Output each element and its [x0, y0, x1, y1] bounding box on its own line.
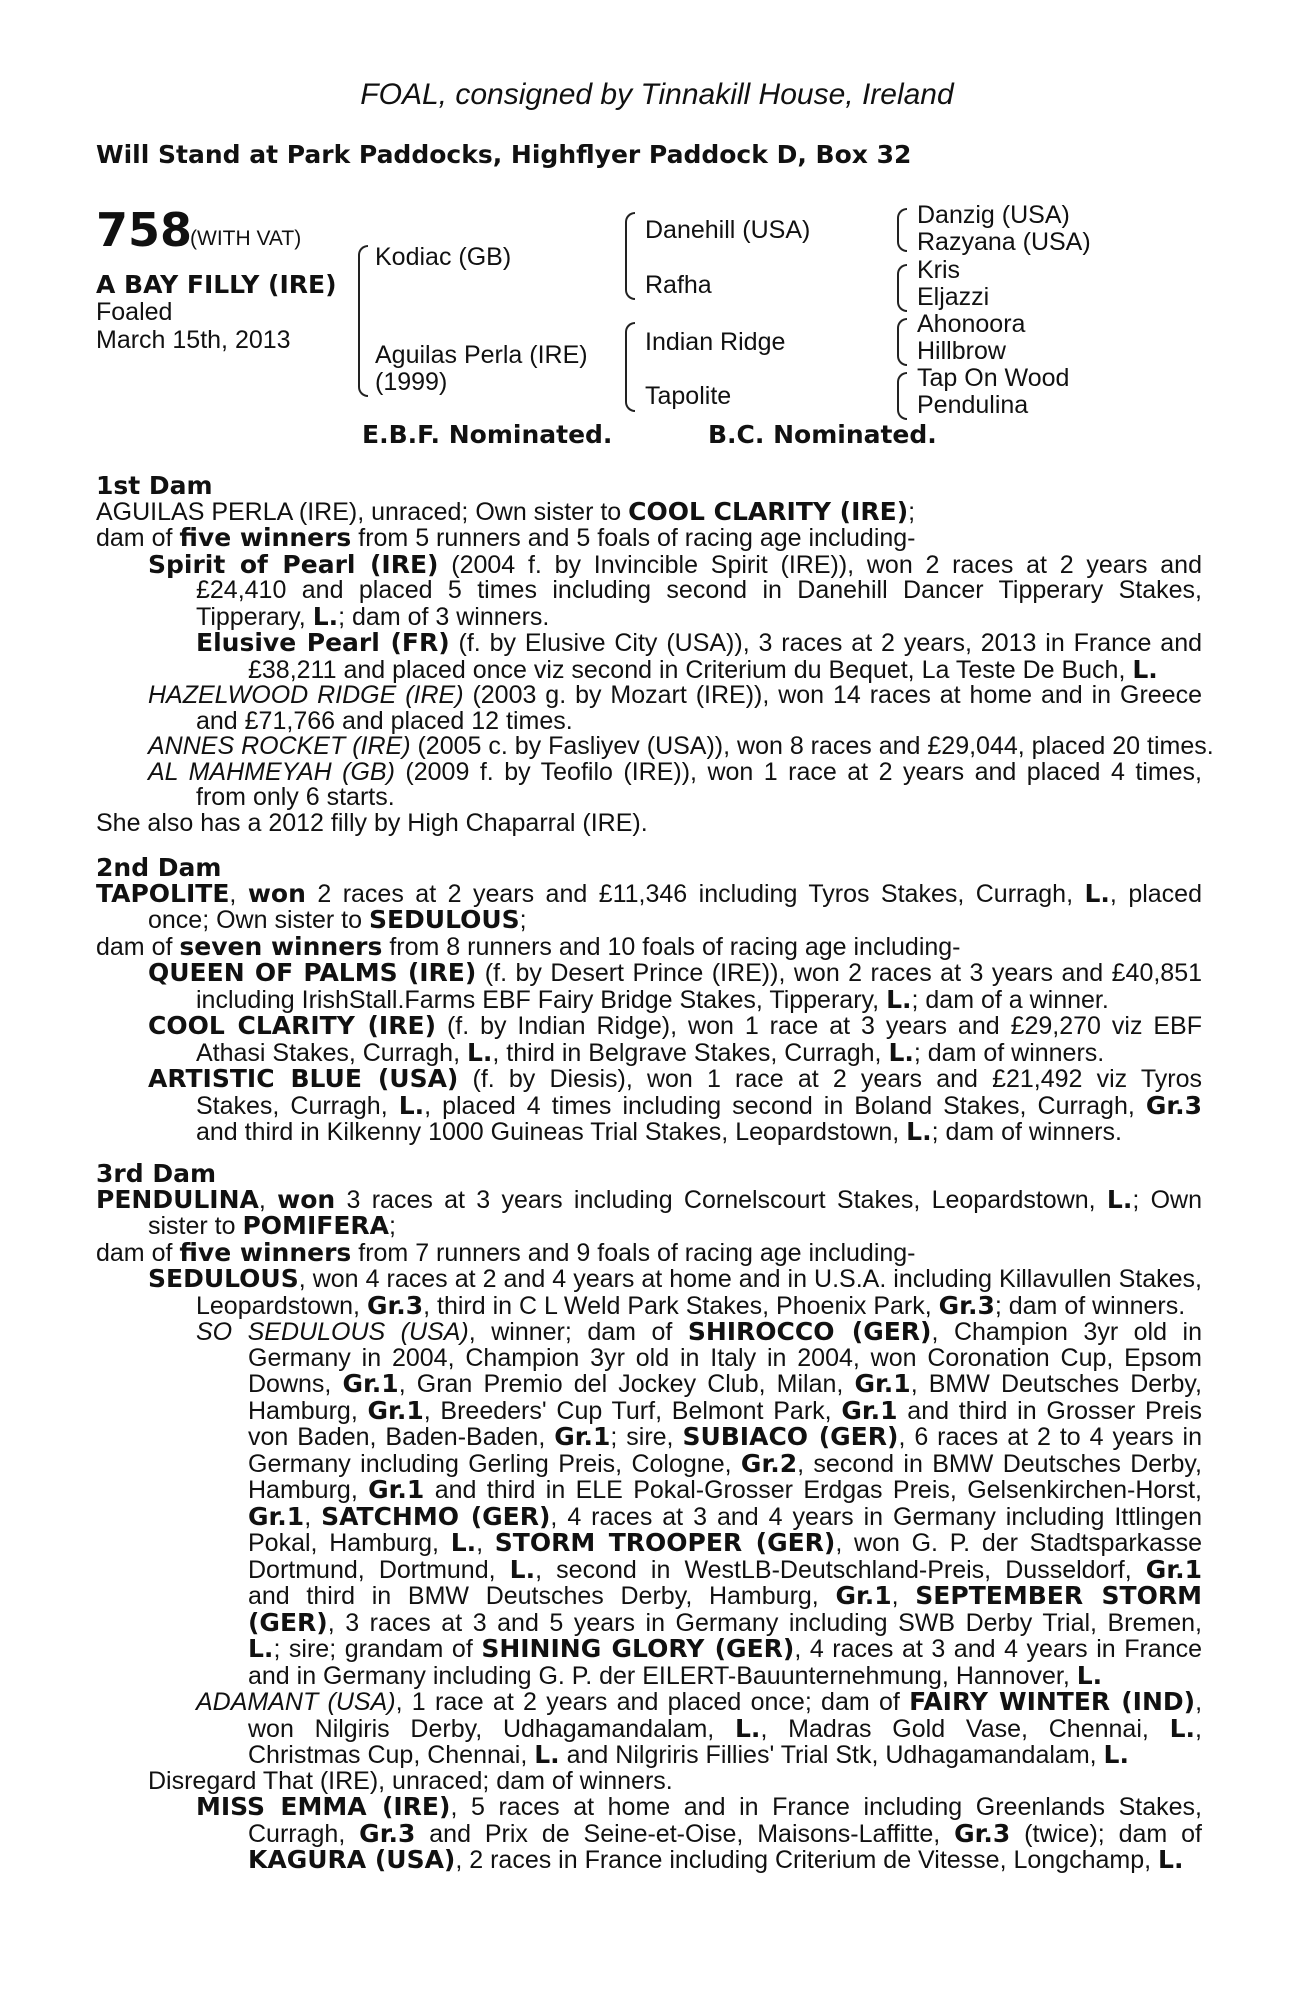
pedigree-g3: Kris: [917, 256, 961, 284]
catalogue-header: FOAL, consigned by Tinnakill House, Ireland: [360, 78, 954, 111]
pedigree-g5: Ahonoora: [917, 310, 1026, 338]
pedigree-dam-dam: Tapolite: [645, 382, 732, 410]
pedigree-brace-main: [358, 245, 368, 397]
produce-spirit-of-pearl-cont: £24,410 and placed 5 times including second in Danehill Dancer Tipperary Stakes,: [196, 576, 1202, 604]
so-sedulous-line-6: Germany including Gerling Preis, Cologne, Gr.2, second in BMW Deutsches Derby,: [248, 1448, 1202, 1478]
so-sedulous-line-5: von Baden, Baden-Baden, Gr.1; sire, SUBIACO (GER), 6 races at 2 to 4 years in: [248, 1422, 1203, 1451]
miss-emma-line-2: Curragh, Gr.3 and Prix de Seine-et-Oise, Maisons-Laffitte, Gr.3 (twice); dam of: [248, 1818, 1202, 1848]
so-sedulous-line-2: Germany in 2004, Champion 3yr old in Italy in 2004, won Coronation Cup, Epsom: [248, 1343, 1202, 1372]
first-dam-heading: 1st Dam: [96, 471, 213, 500]
produce-hazelwood-ridge-cont: and £71,766 and placed 12 times.: [196, 706, 573, 735]
pedigree-brace-dam: [625, 322, 635, 412]
produce-elusive-pearl: Elusive Pearl (FR) (f. by Elusive City (USA)), 3 races at 2 years, 2013 in France and: [196, 628, 1203, 657]
pedigree-brace-g4: [897, 372, 907, 420]
produce-queen-of-palms-cont: including IrishStall.Farms EBF Fairy Bridge Stakes, Tipperary, L.; dam of a winner.: [196, 984, 1109, 1014]
adamant-line-3: Christmas Cup, Chennai, L. and Nilgriris Fillies' Trial Stk, Udhagamandalam, L.: [248, 1740, 1129, 1769]
so-sedulous-line-13: L.; sire; grandam of SHINING GLORY (GER), 4 races at 3 and 4 years in France: [248, 1634, 1203, 1663]
produce-annes-rocket: ANNES ROCKET (IRE) (2005 c. by Fasliyev (USA)), won 8 races and £29,044, placed 20 times.: [148, 732, 1214, 760]
so-sedulous-line-3: Downs, Gr.1, Gran Premio del Jockey Club, Milan, Gr.1, BMW Deutsches Derby,: [248, 1369, 1202, 1398]
so-sedulous-line-11: and third in BMW Deutsches Derby, Hamburg, Gr.1, SEPTEMBER STORM: [248, 1581, 1202, 1610]
second-dam-line-cont: once; Own sister to SEDULOUS;: [148, 905, 527, 934]
produce-artistic-blue-cont2: and third in Kilkenny 1000 Guineas Trial Stakes, Leopardstown, L.; dam of winners.: [196, 1117, 1122, 1146]
pedigree-brace-g1: [897, 208, 907, 252]
pedigree-brace-sire: [625, 212, 635, 300]
produce-al-mahmeyah: AL MAHMEYAH (GB) (2009 f. by Teofilo (IRE)), won 1 race at 2 years and placed 4 times,: [148, 757, 1202, 786]
adamant-line-2: won Nilgiris Derby, Udhagamandalam, L., Madras Gold Vase, Chennai, L.,: [248, 1713, 1202, 1743]
pedigree-sire-dam: Rafha: [645, 271, 712, 299]
produce-adamant: ADAMANT (USA), 1 race at 2 years and placed once; dam of FAIRY WINTER (IND),: [196, 1687, 1203, 1716]
produce-al-mahmeyah-cont: from only 6 starts.: [196, 783, 395, 811]
pedigree-brace-g2: [897, 264, 907, 312]
third-dam-heading: 3rd Dam: [96, 1159, 216, 1188]
pedigree-g2: Razyana (USA): [917, 228, 1091, 256]
third-dam-section: [96, 1161, 1202, 1874]
so-sedulous-line-8: Gr.1, SATCHMO (GER), 4 races at 3 and 4 years in Germany including Ittlingen: [248, 1501, 1202, 1531]
miss-emma-line-3: KAGURA (USA), 2 races in France including Criterium de Vitesse, Longchamp, L.: [248, 1845, 1184, 1874]
produce-elusive-pearl-cont: £38,211 and placed once viz second in Criterium du Bequet, La Teste De Buch, L.: [248, 654, 1158, 684]
produce-hazelwood-ridge: HAZELWOOD RIDGE (IRE) (2003 g. by Mozart (IRE)), won 14 races at home and in Greece: [148, 681, 1202, 709]
produce-artistic-blue-cont: Stakes, Curragh, L., placed 4 times including second in Boland Stakes, Curragh, Gr.3: [196, 1090, 1202, 1120]
so-sedulous-line-10: Dortmund, Dortmund, L., second in WestLB-Deutschland-Preis, Dusseldorf, Gr.1: [248, 1554, 1202, 1584]
pedigree-dam: Aguilas Perla (IRE): [375, 341, 588, 369]
third-dam-line: PENDULINA, won 3 races at 3 years including Cornelscourt Stakes, Leopardstown, L.; Own: [96, 1184, 1202, 1214]
ebf-nominated: E.B.F. Nominated.: [362, 420, 613, 449]
first-dam-produce-summary: dam of five winners from 5 runners and 5 foals of racing age including-: [96, 523, 916, 552]
produce-cool-clarity-cont: Athasi Stakes, Curragh, L., third in Belgrave Stakes, Curragh, L.; dam of winners.: [196, 1037, 1105, 1067]
pedigree-sire: Kodiac (GB): [375, 243, 512, 271]
pedigree-g1: Danzig (USA): [917, 201, 1070, 229]
produce-sedulous-cont: Leopardstown, Gr.3, third in C L Weld Park Stakes, Phoenix Park, Gr.3; dam of winners.: [196, 1290, 1186, 1320]
pedigree-brace-g3: [897, 318, 907, 366]
foaled-label: Foaled: [96, 298, 173, 326]
so-sedulous-line-4: Hamburg, Gr.1, Breeders' Cup Turf, Belmont Park, Gr.1 and third in Grosser Preis: [248, 1395, 1202, 1425]
bc-nominated: B.C. Nominated.: [708, 420, 937, 449]
pedigree-sire-sire: Danehill (USA): [645, 216, 811, 244]
pedigree-dam-year: (1999): [375, 368, 448, 396]
first-dam-footnote: She also has a 2012 filly by High Chaparral (IRE).: [96, 808, 648, 837]
so-sedulous-line-14: and in Germany including G. P. der EILERT-Bauunternehmung, Hannover, L.: [248, 1660, 1103, 1690]
produce-spirit-of-pearl: Spirit of Pearl (IRE) (2004 f. by Invincible Spirit (IRE)), won 2 races at 2 years and: [148, 549, 1202, 579]
so-sedulous-line-9: Pokal, Hamburg, L., STORM TROOPER (GER), won G. P. der Stadtsparkasse: [248, 1528, 1202, 1557]
produce-sedulous: SEDULOUS, won 4 races at 2 and 4 years at home and in U.S.A. including Killavullen Stakes,: [148, 1264, 1202, 1293]
produce-disregard-that: Disregard That (IRE), unraced; dam of winners.: [148, 1766, 673, 1795]
pedigree-g6: Hillbrow: [917, 337, 1006, 365]
so-sedulous-line-12: (GER), 3 races at 3 and 5 years in Germany including SWB Derby Trial, Bremen,: [248, 1607, 1202, 1637]
first-dam-section: [96, 471, 1214, 837]
produce-miss-emma: MISS EMMA (IRE), 5 races at home and in France including Greenlands Stakes,: [196, 1792, 1203, 1821]
second-dam-line: TAPOLITE, won 2 races at 2 years and £11,346 including Tyros Stakes, Curragh, L., placed: [96, 878, 1202, 908]
third-dam-produce-summary: dam of five winners from 7 runners and 9 foals of racing age including-: [96, 1237, 916, 1267]
third-dam-line-cont: sister to POMIFERA;: [148, 1211, 396, 1240]
produce-artistic-blue: ARTISTIC BLUE (USA) (f. by Diesis), won 1 race at 2 years and £21,492 viz Tyros: [148, 1064, 1202, 1093]
second-dam-produce-summary: dam of seven winners from 8 runners and 10 foals of racing age including-: [96, 931, 961, 961]
produce-so-sedulous: SO SEDULOUS (USA), winner; dam of SHIROCCO (GER), Champion 3yr old in: [196, 1317, 1202, 1346]
pedigree-g8: Pendulina: [917, 391, 1029, 419]
pedigree-g7: Tap On Wood: [917, 364, 1070, 392]
second-dam-section: [96, 855, 1202, 1146]
pedigree-g4: Eljazzi: [917, 283, 990, 311]
pedigree-dam-sire: Indian Ridge: [645, 328, 786, 356]
second-dam-heading: 2nd Dam: [96, 853, 222, 882]
produce-queen-of-palms: QUEEN OF PALMS (IRE) (f. by Desert Prince (IRE)), won 2 races at 3 years and £40,851: [148, 958, 1203, 987]
first-dam-line: AGUILAS PERLA (IRE), unraced; Own sister to COOL CLARITY (IRE);: [96, 496, 916, 526]
lot-number: 758: [96, 203, 193, 257]
vat-note: (WITH VAT): [190, 227, 302, 250]
lot-name: A BAY FILLY (IRE): [96, 270, 337, 299]
so-sedulous-line-7: Hamburg, Gr.1 and third in ELE Pokal-Grosser Erdgas Preis, Gelsenkirchen-Horst,: [248, 1475, 1202, 1504]
produce-spirit-of-pearl-cont2: Tipperary, L.; dam of 3 winners.: [196, 601, 550, 631]
stand-location: Will Stand at Park Paddocks, Highflyer Paddock D, Box 32: [96, 140, 912, 169]
produce-cool-clarity: COOL CLARITY (IRE) (f. by Indian Ridge), won 1 race at 3 years and £29,270 viz EBF: [148, 1011, 1202, 1040]
foaled-date: March 15th, 2013: [96, 326, 291, 354]
